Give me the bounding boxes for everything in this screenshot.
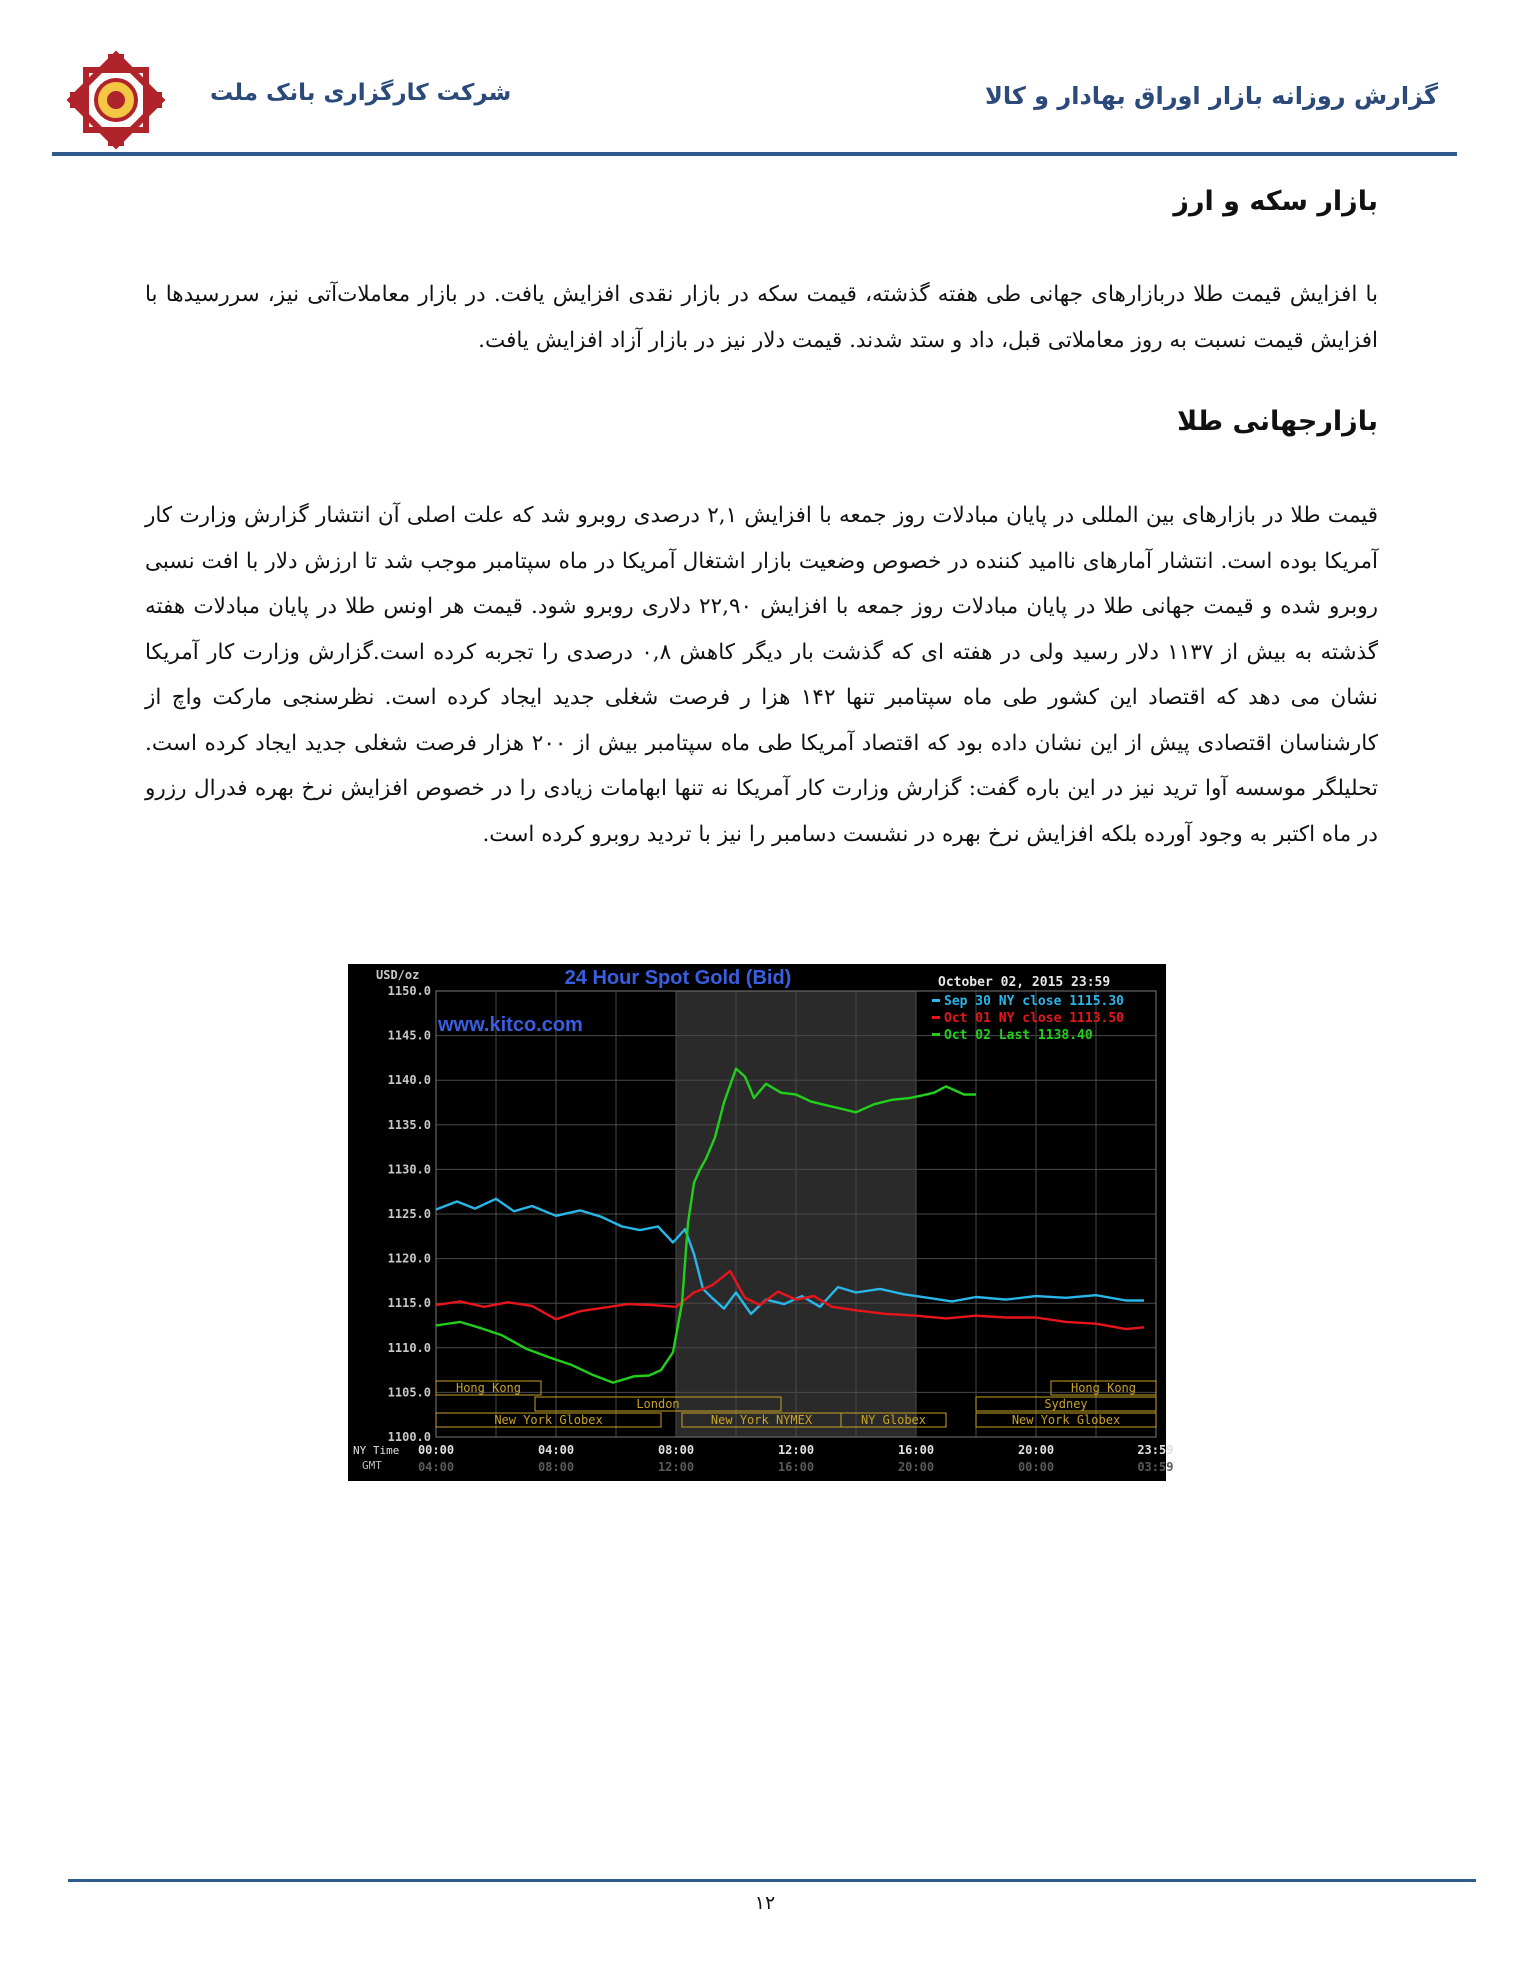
chart-session-label: NY Globex: [860, 1413, 927, 1427]
chart-legend-swatch: [932, 1016, 940, 1019]
chart-legend-entry: Oct 02 Last 1138.40: [944, 1028, 1093, 1043]
report-title: گزارش روزانه بازار اوراق بهادار و کالا: [984, 82, 1438, 110]
chart-xtick-ny-label: 23:59: [1137, 1443, 1174, 1457]
chart-xtick-ny-label: 12:00: [777, 1443, 815, 1457]
chart-session-label: Hong Kong: [1070, 1381, 1137, 1395]
bank-mellat-logo-icon: [62, 46, 170, 154]
chart-session-label: New York Globex: [1011, 1413, 1121, 1427]
chart-title: 24 Hour Spot Gold (Bid): [564, 967, 792, 989]
chart-ytick-label: 1150.0: [387, 984, 431, 998]
chart-xtick-gmt-label: 04:00: [417, 1460, 455, 1474]
chart-ytick-label: 1140.0: [387, 1073, 431, 1088]
chart-ytick-label: 1120.0: [387, 1251, 431, 1266]
chart-xtick-gmt-label: 20:00: [897, 1460, 935, 1474]
company-name: شرکت کارگزاری بانک ملت: [210, 80, 512, 106]
chart-legend-swatch: [932, 999, 940, 1002]
chart-legend-entry: Sep 30 NY close 1115.30: [944, 994, 1125, 1009]
chart-xtick-ny-label: 16:00: [897, 1443, 935, 1457]
header-divider: [52, 152, 1457, 156]
chart-legend-swatch: [932, 1033, 940, 1036]
page-number: ۱۲: [754, 1892, 776, 1914]
section-title-coin-currency: بازار سکه و ارز: [1173, 186, 1378, 217]
page-header: [0, 0, 1530, 160]
chart-ytick-label: 1115.0: [387, 1296, 431, 1311]
chart-xtick-gmt-label: 03:59: [1137, 1460, 1174, 1474]
chart-session-label: Hong Kong: [455, 1381, 522, 1395]
chart-ytick-label: 1110.0: [387, 1340, 431, 1355]
chart-xtick-gmt-label: 16:00: [777, 1460, 815, 1474]
chart-xtick-ny-label: 04:00: [537, 1443, 575, 1457]
chart-watermark: www.kitco.com: [438, 1014, 583, 1036]
chart-xtick-gmt-label: 00:00: [1017, 1460, 1055, 1474]
chart-ytick-label: 1135.0: [387, 1117, 431, 1132]
chart-ytick-label: 1145.0: [387, 1028, 431, 1043]
chart-xtick-gmt-label: 12:00: [657, 1460, 695, 1474]
chart-session-label: London: [636, 1397, 680, 1411]
chart-legend-entry: Oct 01 NY close 1113.50: [944, 1011, 1125, 1026]
chart-session-label: New York Globex: [494, 1413, 603, 1427]
footer-divider: [68, 1879, 1476, 1882]
chart-ytick-label: 1100.0: [387, 1430, 431, 1444]
chart-session-label: New York NYMEX: [710, 1413, 813, 1427]
chart-ytick-label: 1125.0: [387, 1207, 431, 1221]
chart-xtick-ny-label: 00:00: [417, 1443, 455, 1457]
chart-xaxis-gmt-label: GMT: [362, 1459, 382, 1472]
section-paragraph-global-gold: قیمت طلا در بازارهای بین المللی در پایان مبادلات روز جمعه با افزایش ۲,۱ درصدی روبرو شد که علت اصلی آن انتشار گزارش وزارت کار آمریکا بوده است. انتشار آمارهای ناامید کننده در خصوص وضعیت بازار اشتغال آمریکا در ماه سپتامبر موجب شد تا ارزش دلار با افت نسبی روبرو شده و قیمت جهانی طلا در پایان مبادلات روز جمعه با افزایش ۲۲,۹۰ دلاری روبرو شود. قیمت هر اونس طلا در پایان مبادلات هفته گذشته به بیش از ۱۱۳۷ دلار رسید ولی در هفته ای که گذشت بار دیگر کاهش ۰,۸ درصدی را تجربه کرده است.گزارش وزارت کار آمریکا نشان می دهد که اقتصاد این کشور طی ماه سپتامبر تنها ۱۴۲ هزا ر فرصت شغلی جدید ایجاد کرده است. نظرسنجی مارکت واچ از کارشناسان اقتصادی پیش از این نشان داده بود که اقتصاد آمریکا طی ماه سپتامبر بیش از ۲۰۰ هزار فرصت شغلی جدید ایجاد کرده است. تحلیلگر موسسه آوا ترید نیز در این باره گفت: گزارش وزارت کار آمریکا نه تنها ابهامات زیادی را در خصوص افزایش نرخ بهره فدرال رزرو در ماه اکتبر به وجود آورده بلکه افزایش نرخ بهره در نشست دسامبر را نیز با تردید روبرو کرده است.: [145, 503, 1379, 847]
chart-ytick-label: 1130.0: [387, 1162, 431, 1177]
chart-xaxis-ny-label: NY Time: [353, 1444, 400, 1457]
chart-xtick-ny-label: 08:00: [657, 1443, 695, 1457]
chart-xtick-ny-label: 20:00: [1017, 1443, 1055, 1457]
section-paragraph-coin-currency: با افزایش قیمت طلا دربازارهای جهانی طی هفته گذشته، قیمت سکه در بازار نقدی افزایش یافت. در بازار معاملات‌آتی نیز، سررسیدها با افزایش قیمت نسبت به روز معاملاتی قبل، داد و ستد شدند. قیمت دلار نیز در بازار آزاد افزایش یافت.: [145, 282, 1378, 353]
chart-session-label: Sydney: [1044, 1397, 1088, 1411]
chart-date-label: October 02, 2015 23:59: [938, 975, 1111, 990]
section-title-global-gold: بازارجهانی طلا: [1177, 406, 1378, 437]
chart-ylabel: USD/oz: [376, 968, 420, 982]
chart-ytick-label: 1105.0: [387, 1385, 431, 1400]
chart-xtick-gmt-label: 08:00: [537, 1460, 575, 1474]
gold-price-chart: [348, 964, 1174, 1481]
